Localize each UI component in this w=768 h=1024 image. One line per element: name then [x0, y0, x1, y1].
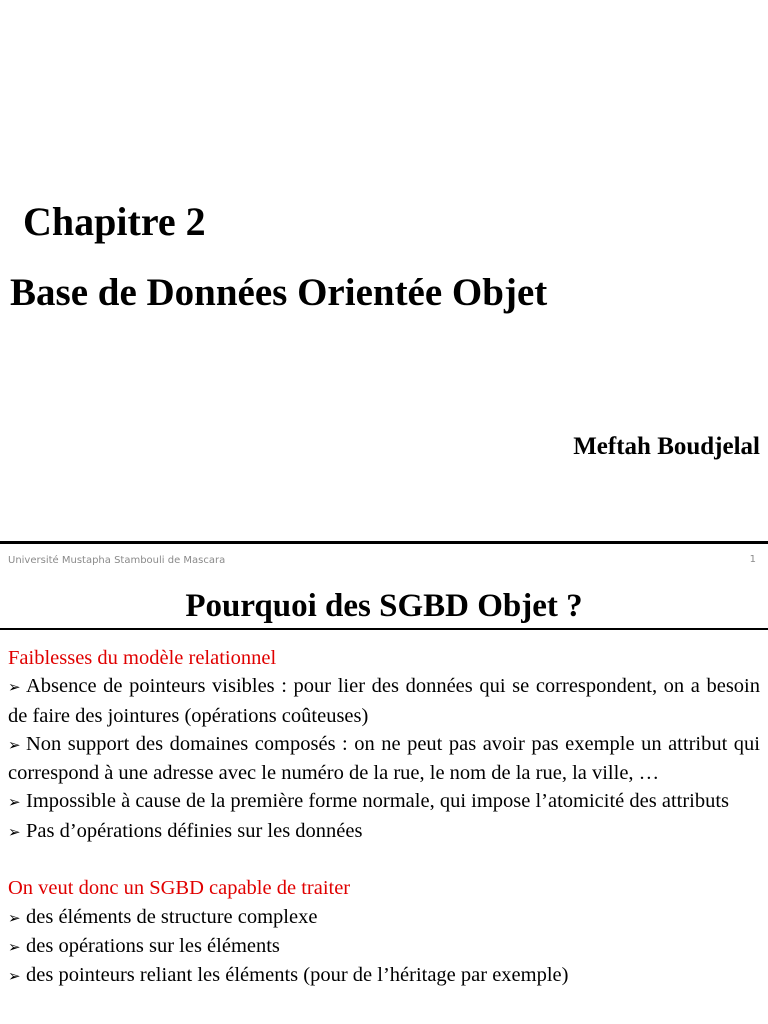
- slide-divider: [0, 541, 768, 544]
- list-item: [8, 672, 760, 730]
- list-item-text: Absence de pointeurs visibles : pour lier des données qui se correspondent, on a besoin de faire des jointures (opérations coûteuses): [8, 675, 760, 727]
- list-item: [8, 787, 760, 816]
- arrow-bullet-icon: ➢: [8, 822, 21, 841]
- list-item: [8, 903, 760, 932]
- list-item-text: des opérations sur les éléments: [26, 934, 280, 957]
- section-heading-weaknesses: Faiblesses du modèle relationnel: [8, 647, 277, 669]
- page-number: 1: [749, 554, 756, 565]
- list-item-text: Impossible à cause de la première forme normale, qui impose l’atomicité des attributs: [26, 790, 730, 813]
- arrow-bullet-icon: ➢: [8, 967, 21, 986]
- list-item-text: Pas d’opérations définies sur les données: [26, 819, 363, 842]
- list-item: [8, 961, 760, 990]
- author-name: Meftah Boudjelal: [573, 433, 760, 460]
- list-item: [8, 817, 760, 846]
- list-item: [8, 730, 760, 788]
- arrow-bullet-icon: ➢: [8, 735, 21, 754]
- arrow-bullet-icon: ➢: [8, 793, 21, 812]
- section-heading-requirements: On veut donc un SGBD capable de traiter: [8, 877, 351, 900]
- arrow-bullet-icon: ➢: [8, 678, 21, 697]
- main-title: Base de Données Orientée Objet: [10, 271, 548, 314]
- list-item: [8, 932, 760, 961]
- list-item-text: Non support des domaines composés : on ne peut pas avoir pas exemple un attribut qui correspond à une adresse avec le numéro de la rue, le nom de la rue, la ville, …: [8, 732, 760, 785]
- spacer: [8, 846, 760, 874]
- footer-university: Université Mustapha Stambouli de Mascara: [8, 555, 226, 566]
- slide-title: Pourquoi des SGBD Objet ?: [185, 588, 583, 624]
- list-item-text: des éléments de structure complexe: [26, 905, 318, 928]
- chapter-title: Chapitre 2: [23, 199, 206, 244]
- arrow-bullet-icon: ➢: [8, 908, 21, 927]
- title-underline: [0, 628, 768, 630]
- list-item-text: des pointeurs reliant les éléments (pour de l’héritage par exemple): [26, 964, 569, 987]
- slide-content: [8, 644, 760, 991]
- arrow-bullet-icon: ➢: [8, 937, 21, 956]
